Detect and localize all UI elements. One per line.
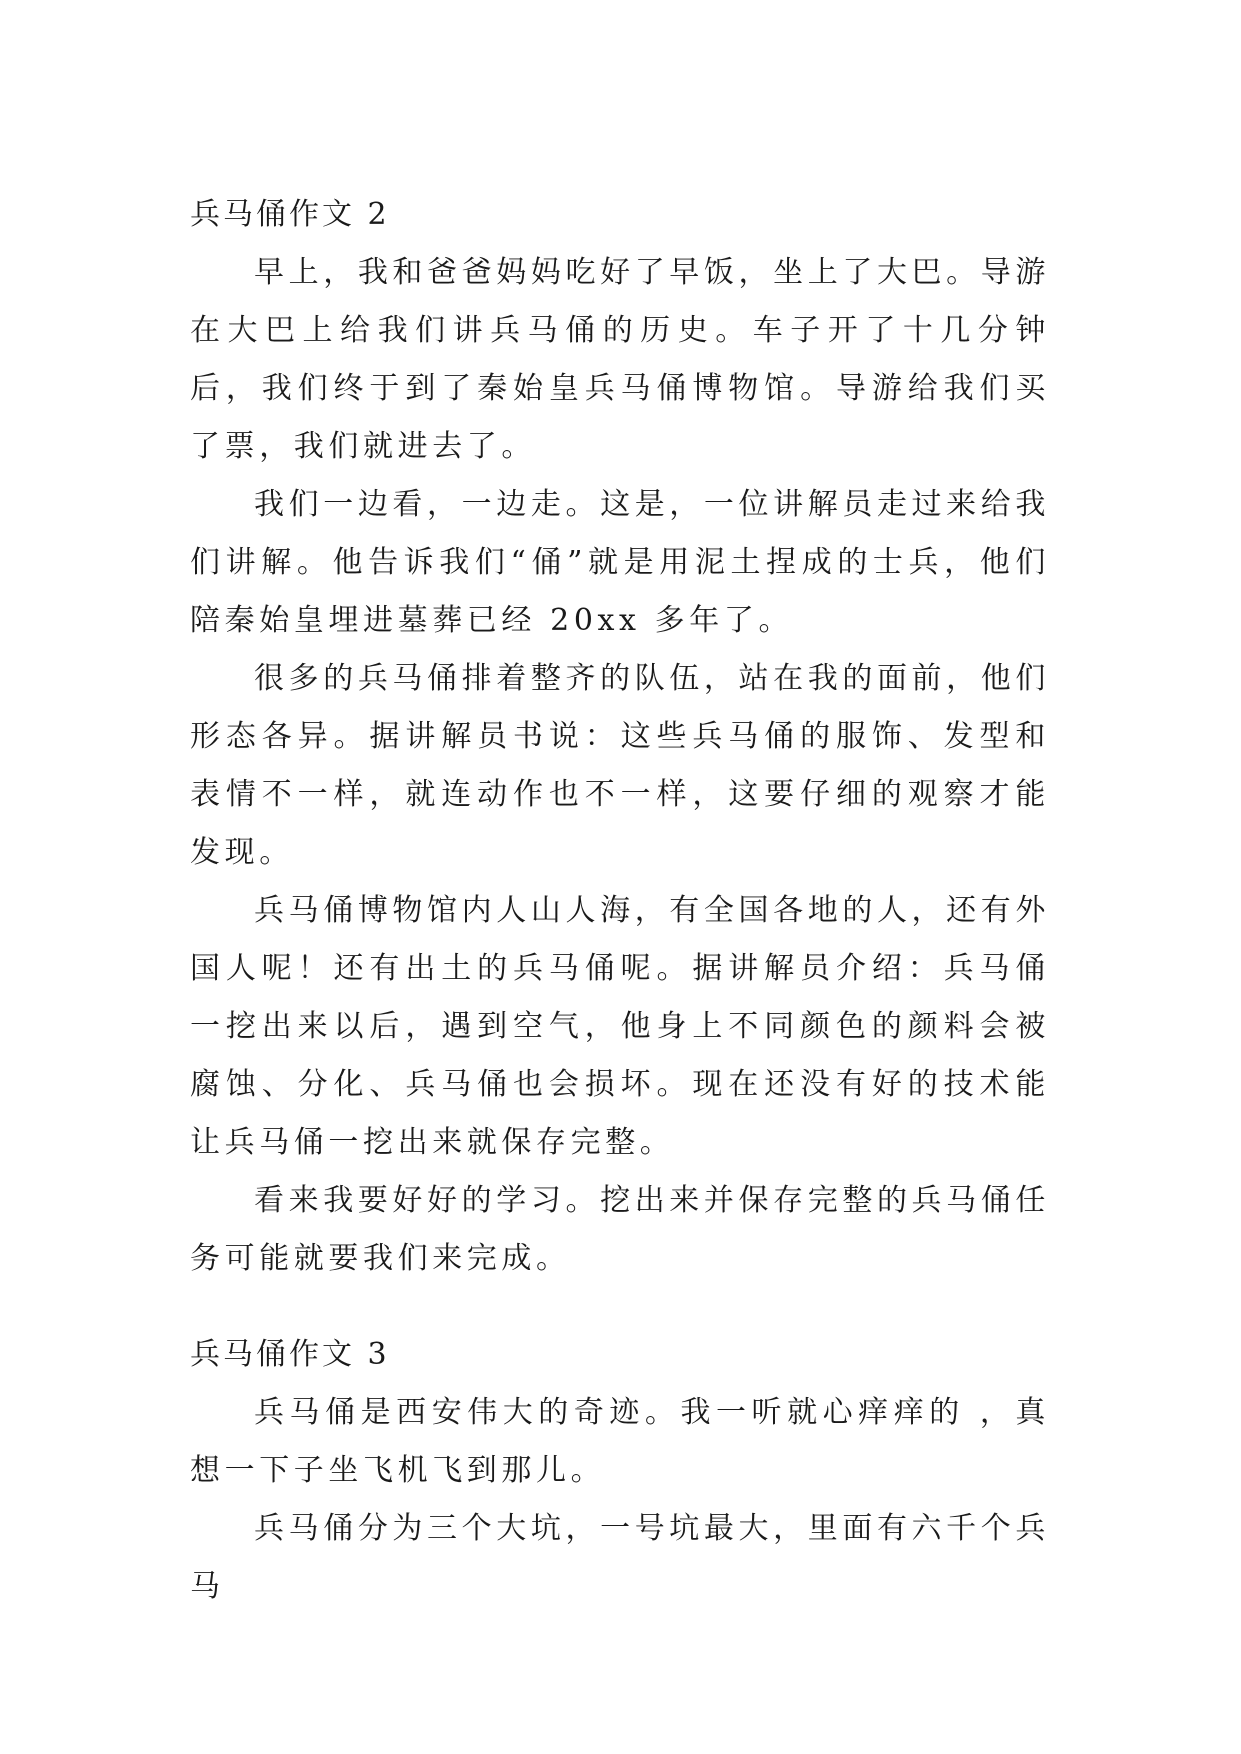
section-heading: 兵马俑作文 3 [190, 1337, 390, 1372]
paragraph: 看来我要好好的学习。挖出来并保存完整的兵马俑任务可能就要我们来完成。 [190, 1183, 1050, 1276]
paragraph: 很多的兵马俑排着整齐的队伍，站在我的面前，他们形态各异。据讲解员书说：这些兵马俑的服饰、发型和表情不一样，就连动作也不一样，这要仔细的观察才能发现。 [190, 661, 1050, 870]
paragraph: 早上，我和爸爸妈妈吃好了早饭，坐上了大巴。导游在大巴上给我们讲兵马俑的历史。车子开了十几分钟后，我们终于到了秦始皇兵马俑博物馆。导游给我们买了票，我们就进去了。 [190, 255, 1050, 464]
section-heading: 兵马俑作文 2 [190, 197, 390, 232]
essay-section-2 [190, 186, 1050, 1288]
paragraph: 兵马俑分为三个大坑，一号坑最大，里面有六千个兵马 [190, 1511, 1050, 1604]
essay-section-3 [190, 1326, 1050, 1616]
paragraph: 兵马俑是西安伟大的奇迹。我一听就心痒痒的 ，真想一下子坐飞机飞到那儿。 [190, 1395, 1050, 1488]
paragraph: 兵马俑博物馆内人山人海，有全国各地的人，还有外国人呢！还有出土的兵马俑呢。据讲解员介绍：兵马俑一挖出来以后，遇到空气，他身上不同颜色的颜料会被腐蚀、分化、兵马俑也会损坏。现在还没有好的技术能让兵马俑一挖出来就保存完整。 [190, 893, 1050, 1160]
paragraph: 我们一边看，一边走。这是，一位讲解员走过来给我们讲解。他告诉我们“俑”就是用泥土捏成的士兵，他们陪秦始皇埋进墓葬已经 20xx 多年了。 [190, 487, 1050, 638]
